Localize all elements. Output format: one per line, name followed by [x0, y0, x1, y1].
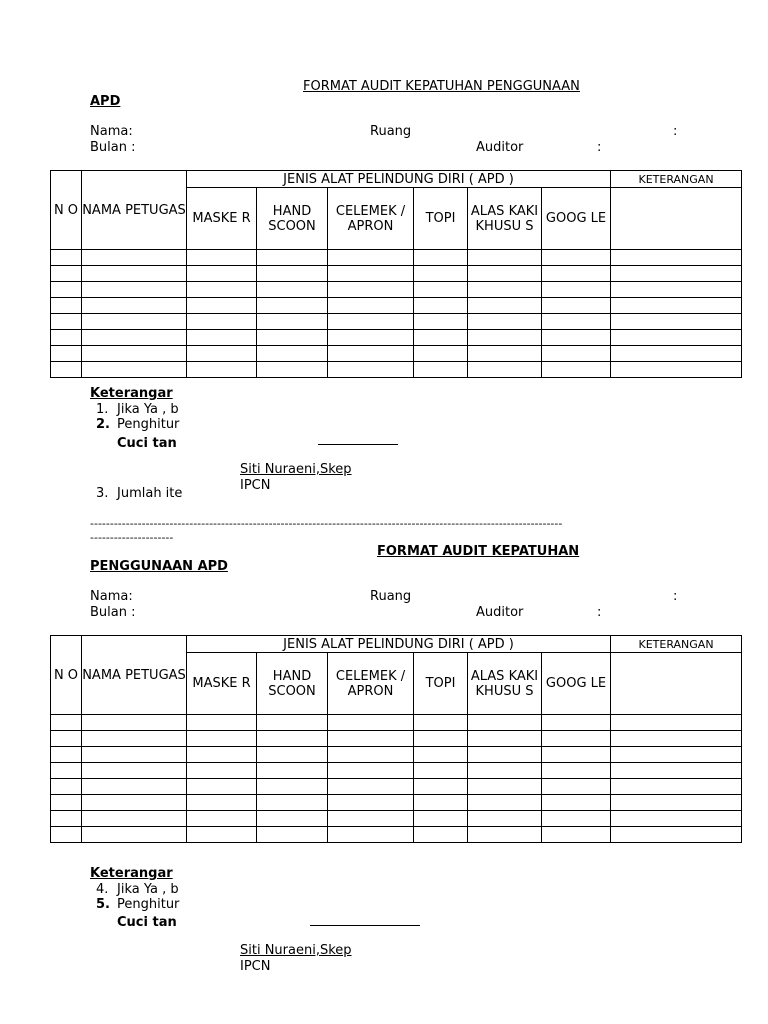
header-hand-scoon: HAND SCOON	[257, 653, 328, 715]
header-no: N O	[51, 636, 82, 715]
form2-title-line1: FORMAT AUDIT KEPATUHAN	[377, 544, 580, 559]
table-row	[51, 282, 742, 298]
form1-note2-text: Penghitur	[117, 417, 180, 432]
header-nama-petugas: NAMA PETUGAS	[82, 171, 187, 250]
form2-signer-name: Siti Nuraeni,Skep	[240, 943, 352, 958]
form1-note1-text: Jika Ya , b	[117, 402, 179, 417]
separator-line-2: ---------------------	[90, 531, 174, 544]
form2-signer-role: IPCN	[240, 959, 271, 974]
form2-ruang-colon: :	[673, 589, 678, 604]
table-row	[51, 763, 742, 779]
form2-auditor-colon: :	[597, 605, 602, 620]
header-keterangan-blank	[611, 653, 742, 715]
header-no: N O	[51, 171, 82, 250]
form2-fill-line	[310, 925, 420, 926]
form2-bulan-label: Bulan :	[90, 605, 136, 620]
table-row	[51, 795, 742, 811]
form1-notes-title: Keterangar	[90, 386, 173, 401]
form1-note1-num: 1.	[96, 402, 109, 417]
form1-title-line1: FORMAT AUDIT KEPATUHAN PENGGUNAAN	[303, 79, 580, 94]
table-row	[51, 827, 742, 843]
table-row	[51, 811, 742, 827]
table-row	[51, 362, 742, 378]
header-celemek: CELEMEK / APRON	[328, 188, 414, 250]
form1-title-line2: APD	[90, 94, 121, 109]
header-celemek: CELEMEK / APRON	[328, 653, 414, 715]
form1-nama-label: Nama:	[90, 124, 133, 139]
form1-ruang-label: Ruang	[370, 124, 412, 139]
form2-nama-label: Nama:	[90, 589, 133, 604]
form1-bulan-label: Bulan :	[90, 140, 136, 155]
table-row	[51, 731, 742, 747]
table-row	[51, 314, 742, 330]
form2-note5-sub: Cuci tan	[117, 915, 177, 930]
form2-ruang-label: Ruang	[370, 589, 412, 604]
form1-signer-role: IPCN	[240, 478, 271, 493]
header-keterangan-blank	[611, 188, 742, 250]
header-hand-scoon: HAND SCOON	[257, 188, 328, 250]
header-jenis-apd: JENIS ALAT PELINDUNG DIRI ( APD )	[187, 171, 611, 188]
form1-note2-sub: Cuci tan	[117, 436, 177, 451]
form1-ruang-colon: :	[673, 124, 678, 139]
table-row	[51, 346, 742, 362]
form1-note3-num: 3.	[96, 486, 109, 501]
form2-audit-table	[50, 635, 742, 843]
form2-title-line2: PENGGUNAAN APD	[90, 559, 228, 574]
form1-note3-text: Jumlah ite	[117, 486, 183, 501]
separator-line-1: -----------------------------------------------------------------------------------------------------------------------	[90, 517, 563, 530]
header-topi: TOPI	[414, 653, 468, 715]
header-alas-kaki: ALAS KAKI KHUSU S	[468, 653, 542, 715]
table-row	[51, 779, 742, 795]
form1-auditor-label: Auditor	[476, 140, 524, 155]
header-google: GOOG LE	[542, 653, 611, 715]
form1-audit-table	[50, 170, 742, 378]
header-keterangan: KETERANGAN	[611, 171, 742, 188]
table-row	[51, 715, 742, 731]
header-keterangan: KETERANGAN	[611, 636, 742, 653]
table-row	[51, 250, 742, 266]
table-row	[51, 747, 742, 763]
table-row	[51, 298, 742, 314]
form2-auditor-label: Auditor	[476, 605, 524, 620]
form1-signer-name: Siti Nuraeni,Skep	[240, 462, 352, 477]
table-row	[51, 330, 742, 346]
form1-fill-line	[318, 444, 398, 445]
form2-note5-num: 5.	[96, 897, 110, 912]
header-google: GOOG LE	[542, 188, 611, 250]
form2-note4-num: 4.	[96, 882, 109, 897]
header-jenis-apd: JENIS ALAT PELINDUNG DIRI ( APD )	[187, 636, 611, 653]
table-row	[51, 266, 742, 282]
header-masker: MASKE R	[187, 188, 257, 250]
form1-note2-num: 2.	[96, 417, 110, 432]
form2-notes-title: Keterangar	[90, 866, 173, 881]
form2-note4-text: Jika Ya , b	[117, 882, 179, 897]
header-alas-kaki: ALAS KAKI KHUSU S	[468, 188, 542, 250]
header-nama-petugas: NAMA PETUGAS	[82, 636, 187, 715]
form1-auditor-colon: :	[597, 140, 602, 155]
header-topi: TOPI	[414, 188, 468, 250]
header-masker: MASKE R	[187, 653, 257, 715]
form2-note5-text: Penghitur	[117, 897, 180, 912]
